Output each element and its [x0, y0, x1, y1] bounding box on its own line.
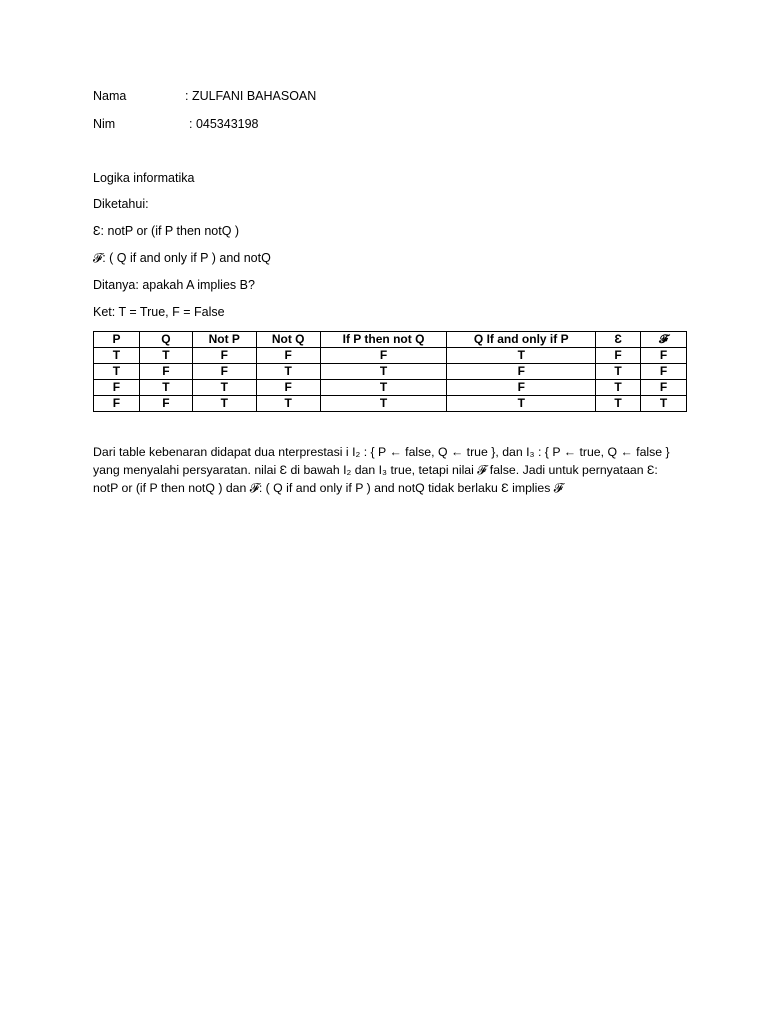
table-cell: T — [256, 396, 320, 412]
table-cell: T — [596, 380, 641, 396]
table-cell: F — [139, 364, 192, 380]
table-cell: T — [596, 364, 641, 380]
table-header-row — [94, 332, 687, 348]
f-statement: 𝓕: ( Q if and only if P ) and notQ — [93, 251, 271, 265]
table-header-cell: If P then not Q — [320, 332, 447, 348]
table-row — [94, 364, 687, 380]
table-cell: F — [94, 380, 140, 396]
table-header-cell: Ɛ — [596, 332, 641, 348]
table-cell: F — [139, 396, 192, 412]
table-header-cell: Q If and only if P — [447, 332, 596, 348]
nim-value: : 045343198 — [189, 117, 259, 131]
table-header-cell: Q — [139, 332, 192, 348]
table-cell: F — [596, 348, 641, 364]
table-cell: T — [192, 396, 256, 412]
table-row — [94, 380, 687, 396]
table-header-cell: P — [94, 332, 140, 348]
table-cell: T — [596, 396, 641, 412]
table-cell: F — [256, 380, 320, 396]
table-cell: T — [320, 364, 447, 380]
name-value: : ZULFANI BAHASOAN — [185, 89, 317, 103]
table-header-cell: Not Q — [256, 332, 320, 348]
table-cell: T — [94, 364, 140, 380]
table-cell: F — [256, 348, 320, 364]
table-cell: T — [192, 380, 256, 396]
table-cell: T — [256, 364, 320, 380]
truth-table — [93, 331, 687, 412]
conclusion-paragraph: Dari table kebenaran didapat dua nterprestasi i I₂ : { P ← false, Q ← true }, dan I₃ : { P ← true, Q ← false } yang menyalahi persyaratan. nilai Ɛ di bawah I₂ dan I₃ true, tetapi nilai 𝓕 false. Jadi untuk pernyataan Ɛ: notP or (if P then notQ ) dan 𝓕: ( Q if and only if P ) and notQ tidak berlaku Ɛ implies 𝓕 — [93, 445, 670, 495]
table-row — [94, 396, 687, 412]
table-header-cell: 𝓕 — [641, 332, 687, 348]
e-statement: Ɛ: notP or (if P then notQ ) — [93, 224, 240, 238]
table-cell: F — [94, 396, 140, 412]
table-cell: F — [192, 348, 256, 364]
table-header-cell: Not P — [192, 332, 256, 348]
table-cell: T — [447, 348, 596, 364]
table-cell: T — [641, 396, 687, 412]
table-cell: T — [447, 396, 596, 412]
subject-line: Logika informatika — [93, 171, 195, 185]
nim-label: Nim — [93, 117, 116, 131]
table-cell: T — [139, 348, 192, 364]
table-cell: F — [641, 348, 687, 364]
table-cell: T — [320, 396, 447, 412]
question-line: Ditanya: apakah A implies B? — [93, 278, 255, 292]
known-label: Diketahui: — [93, 197, 149, 211]
table-cell: T — [320, 380, 447, 396]
legend-line: Ket: T = True, F = False — [93, 305, 225, 319]
table-cell: F — [320, 348, 447, 364]
table-cell: F — [641, 380, 687, 396]
table-cell: T — [94, 348, 140, 364]
table-cell: F — [641, 364, 687, 380]
table-cell: T — [139, 380, 192, 396]
name-label: Nama — [93, 89, 127, 103]
table-cell: F — [192, 364, 256, 380]
table-row — [94, 348, 687, 364]
table-cell: F — [447, 364, 596, 380]
table-cell: F — [447, 380, 596, 396]
nim-row — [93, 116, 115, 132]
name-row — [93, 88, 126, 104]
